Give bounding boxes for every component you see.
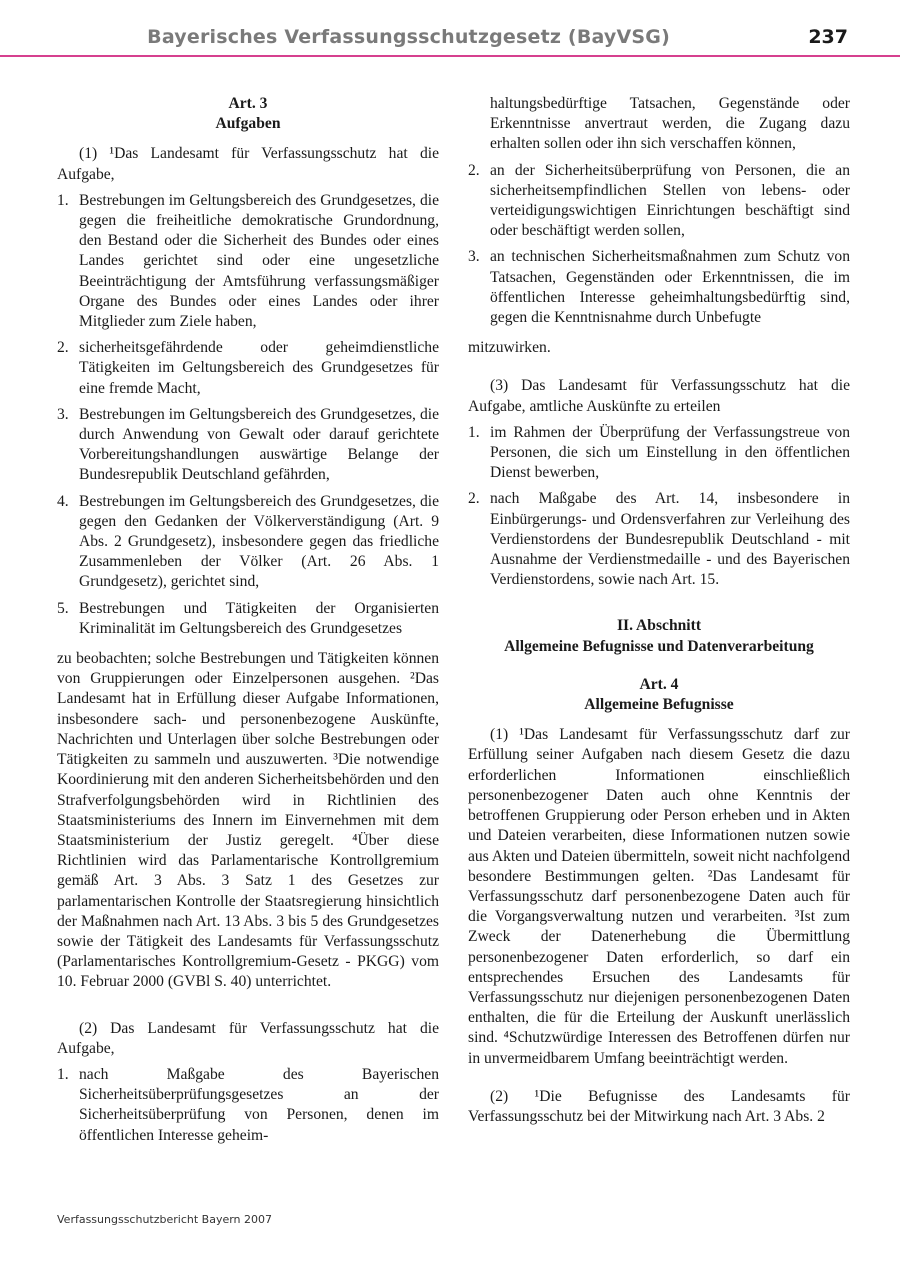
running-title: Bayerisches Verfassungsschutzgesetz (BayVSG) bbox=[147, 26, 670, 48]
item-text: nach Maßgabe des Art. 14, insbesondere in Einbürgerungs- und Ordensverfahren zur Verleihung des Verdienstordens der Bundesrepublik Deutschland - mit Ausnahme der Verdienstmedaille - und des Bayerischen Verdienstordens, sowie nach Art. 15. bbox=[490, 490, 850, 589]
item-number: 2. bbox=[468, 490, 480, 508]
item-text: Bestrebungen im Geltungsbereich des Grundgesetzes, die gegen den Gedanken der Völkerverständigung (Art. 9 Abs. 2 Grundgesetz), insbesondere gegen das friedliche Zusammenleben der Völker (Art. 26 Abs. 1 Grundgesetz), gerichtet sind, bbox=[79, 492, 439, 591]
paragraph-1-closing: zu beobachten; solche Bestrebungen und Tätigkeiten können von Gruppierungen oder Einzelpersonen ausgehen. ²Das Landesamt hat in Erfüllung dieser Aufgabe Informationen, insbesondere sach- und personenbezogene Auskünfte, Nachrichten und Unterlagen über solche Bestrebungen oder Tätigkeiten zu sammeln und auszuwerten. ³Die notwendige Koordinierung mit den anderen Sicherheitsbehörden und den Strafverfolgungsbehörden wird in Richtlinien des Staatsministeriums des Innern im Einvernehmen mit dem Staatsministerium der Justiz geregelt. ⁴Über diese Richtlinien wird das Parlamentarische Kontrollgremium gemäß Art. 3 Abs. 3 Satz 1 des Gesetzes zur parlamentarischen Kontrolle der Staatsregierung hinsichtlich der Maßnahmen nach Art. 13 Abs. 3 bis 5 des Grundgesetzes sowie der Tätigkeit des Landesamts für Verfassungsschutz (Parlamentarisches Kontrollgremium-Gesetz - PKGG) vom 10. Februar 2000 (GVBl S. 40) unterrichtet. bbox=[57, 650, 439, 991]
paragraph-2-list-start bbox=[57, 1065, 439, 1146]
art3-subtitle: Aufgaben bbox=[215, 115, 281, 133]
item-number: 5. bbox=[57, 599, 69, 617]
left-column bbox=[57, 94, 439, 1146]
page-number: 237 bbox=[808, 26, 848, 48]
page-header bbox=[0, 26, 900, 54]
item-text: im Rahmen der Überprüfung der Verfassungstreue von Personen, die sich um Einstellung in den öffentlichen Dienst bewerben, bbox=[490, 423, 850, 482]
item-number: 2. bbox=[57, 339, 69, 357]
art4-title: Art. 4 bbox=[639, 675, 679, 693]
page-footer: Verfassungsschutzbericht Bayern 2007 bbox=[57, 1213, 273, 1226]
list-item bbox=[57, 599, 439, 639]
paragraph-2-closing: mitzuwirken. bbox=[468, 339, 551, 357]
list-item bbox=[57, 492, 439, 593]
item-number: 1. bbox=[57, 1065, 69, 1083]
header-rule bbox=[0, 55, 900, 57]
list-item bbox=[468, 489, 850, 590]
item-number: 1. bbox=[468, 423, 480, 441]
item-text: Bestrebungen im Geltungsbereich des Grundgesetzes, die gegen die freiheitliche demokratische Grundordnung, den Bestand oder die Sicherheit des Bundes oder eines Landes gerichtet sind oder eine ungesetzliche Beeinträchtigung der Amtsführung verfassungsmäßiger Organe des Bundes oder eines Landes oder ihrer Mitglieder zum Ziele haben, bbox=[79, 191, 439, 331]
item-number: 1. bbox=[57, 191, 69, 209]
paragraph-3-intro: (3) Das Landesamt für Verfassungsschutz hat die Aufgabe, amtliche Auskünfte zu erteilen bbox=[468, 377, 850, 415]
paragraph-1-intro: (1) ¹Das Landesamt für Verfassungsschutz hat die Aufgabe, bbox=[57, 145, 439, 183]
item-number: 2. bbox=[468, 161, 480, 179]
item-text: an der Sicherheitsüberprüfung von Personen, die an sicherheitsempfindlichen Stellen von lebens- oder verteidigungswichtigen Einrichtungen beschäftigt sind oder beschäftigt werden sollen, bbox=[490, 161, 850, 240]
item-text: haltungsbedürftige Tatsachen, Gegenstände oder Erkenntnisse anvertraut werden, die Zugang dazu erhalten sollen oder ihn sich verschaffen können, bbox=[490, 95, 850, 153]
item-number: 3. bbox=[468, 248, 480, 266]
list-item bbox=[468, 247, 850, 328]
section-subtitle: Allgemeine Befugnisse und Datenverarbeitung bbox=[504, 637, 814, 655]
art4-paragraph-2: (2) ¹Die Befugnisse des Landesamts für Verfassungsschutz bei der Mitwirkung nach Art. 3 Abs. 2 bbox=[468, 1087, 850, 1125]
item-text: sicherheitsgefährdende oder geheimdienstliche Tätigkeiten im Geltungsbereich des Grundgesetzes für eine fremde Macht, bbox=[79, 339, 439, 397]
item-text: Bestrebungen im Geltungsbereich des Grundgesetzes, die durch Anwendung von Gewalt oder darauf gerichtete Vorbereitungshandlungen auswärtige Belange der Bundesrepublik Deutschland gefährden, bbox=[79, 405, 439, 484]
paragraph-2-intro: (2) Das Landesamt für Verfassungsschutz hat die Aufgabe, bbox=[57, 1019, 439, 1057]
section-title: II. Abschnitt bbox=[616, 617, 702, 635]
item-number: 3. bbox=[57, 405, 69, 423]
item-text: an technischen Sicherheitsmaßnahmen zum Schutz von Tatsachen, Gegenständen oder Erkenntnissen, die im öffentlichen Interesse geheimhaltungsbedürftig sind, gegen die Kenntnisnahme durch Unbefugte bbox=[490, 248, 850, 327]
item-text: Bestrebungen und Tätigkeiten der Organisierten Kriminalität im Geltungsbereich des Grundgesetzes bbox=[79, 599, 439, 637]
list-item bbox=[57, 338, 439, 399]
art4-subtitle: Allgemeine Befugnisse bbox=[584, 696, 734, 714]
paragraph-2-list-continued bbox=[468, 94, 850, 328]
art4-paragraph-1: (1) ¹Das Landesamt für Verfassungsschutz darf zur Erfüllung seiner Aufgaben nach diesem Gesetz die dazu erforderlichen Informationen einschließlich personenbezogener Daten auch ohne Kenntnis der betroffenen Gruppierung oder Person erheben und in Akten und Dateien verarbeiten, diese Informationen nutzen sowie aus Akten und Dateien übermitteln, soweit nicht nachfolgend besondere Bestimmungen gelten. ²Das Landesamt für Verfassungsschutz darf personenbezogene Daten auch für die Vorgangsverwaltung nutzen und verarbeiten. ³Ist zum Zweck der Datenerhebung die Übermittlung personenbezogener Daten erforderlich, so darf ein entsprechendes Ersuchen des Landesamts für Verfassungsschutz nur diejenigen personenbezogenen Daten enthalten, die für die Erteilung der Auskunft unerlässlich sind. ⁴Schutzwürdige Interessen des Betroffenen dürfen nur in unvermeidbarem Umfang beeinträchtigt werden. bbox=[468, 726, 850, 1067]
paragraph-3-list bbox=[468, 423, 850, 591]
paragraph-1-list bbox=[57, 191, 439, 639]
list-item bbox=[468, 161, 850, 242]
item-text: nach Maßgabe des Bayerischen Sicherheitsüberprüfungsgesetzes an der Sicherheitsüberprüfung von Personen, denen im öffentlichen Interesse geheim- bbox=[79, 1065, 439, 1144]
art3-title: Art. 3 bbox=[228, 95, 268, 112]
list-item bbox=[57, 1065, 439, 1146]
list-item bbox=[468, 423, 850, 484]
list-item bbox=[57, 405, 439, 486]
right-column bbox=[468, 94, 850, 1127]
list-item bbox=[57, 191, 439, 332]
list-item-continuation bbox=[468, 94, 850, 155]
item-number: 4. bbox=[57, 492, 69, 510]
